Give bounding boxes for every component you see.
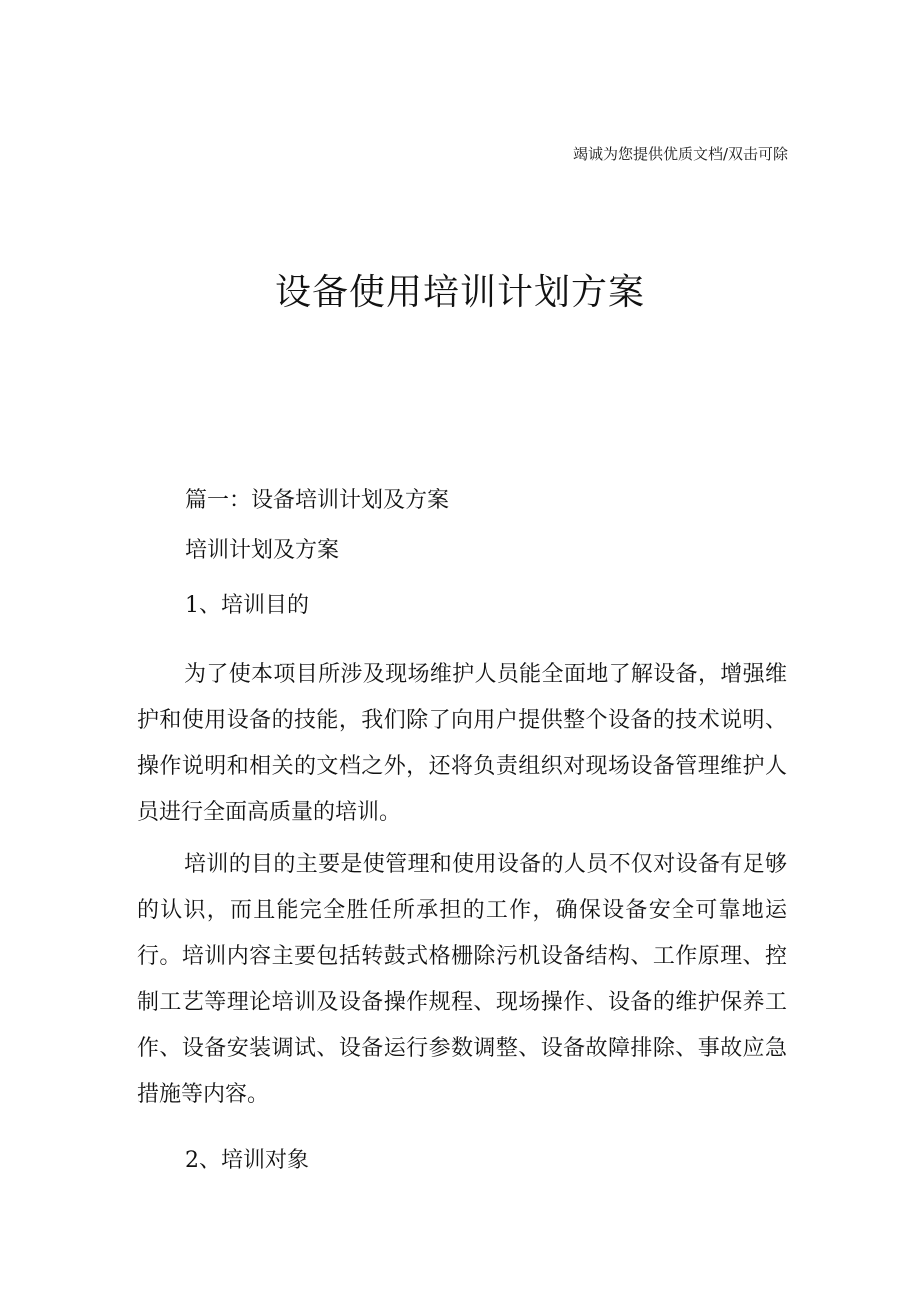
subtitle: 篇一：设备培训计划及方案	[185, 488, 450, 513]
document-title: 设备使用培训计划方案	[274, 272, 645, 313]
section-label: 培训计划及方案	[185, 538, 340, 563]
header-note: 竭诚为您提供优质文档/双击可除	[572, 145, 788, 163]
section-heading-purpose: 1、培训目的	[185, 593, 309, 618]
paragraph-purpose-1: 为了使本项目所涉及现场维护人员能全面地了解设备，增强维护和使用设备的技能，我们除了向用户提供整个设备的技术说明、操作说明和相关的文档之外，还将负责组织对现场设备管理维护人员进行全面高质量的培训。	[137, 662, 787, 825]
paragraph-purpose-2: 培训的目的主要是使管理和使用设备的人员不仅对设备有足够的认识，而且能完全胜任所承担的工作，确保设备安全可靠地运行。培训内容主要包括转鼓式格栅除污机设备结构、工作原理、控制工艺等理论培训及设备操作规程、现场操作、设备的维护保养工作、设备安装调试、设备运行参数调整、设备故障排除、事故应急措施等内容。	[137, 852, 787, 1107]
section-heading-audience: 2、培训对象	[185, 1148, 309, 1173]
